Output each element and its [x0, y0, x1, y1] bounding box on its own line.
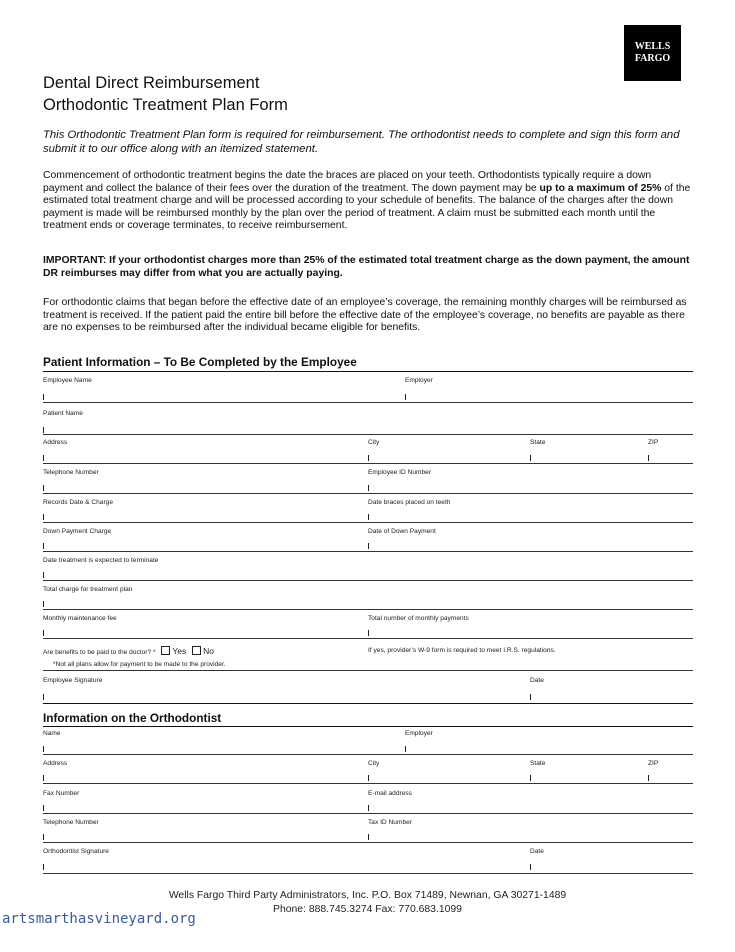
- intro-text: This Orthodontic Treatment Plan form is required for reimbursement. The orthodontist needs to complete and sign this form and submit it to our office along with an itemized statement.: [43, 129, 680, 155]
- email-field[interactable]: [368, 805, 369, 811]
- ortho-address-label: Address: [43, 760, 68, 767]
- coverage-paragraph: For orthodontic claims that began before the effective date of an employee’s coverage, the remaining monthly charges will be reimbursed as treatment is received. If the patient paid the entire bill before the effective date of the employee’s coverage, no benefits are payable as there are no expenses to be reimbursed after the individual became eligible for benefits.: [43, 297, 687, 334]
- ortho-employer-label: Employer: [405, 730, 433, 737]
- employee-name-label: Employee Name: [43, 377, 92, 384]
- ortho-signature-field[interactable]: [43, 864, 44, 870]
- para1-part1: Commencement of orthodontic treatment begins the date the braces are placed on your teeth. Orthodontists typically require a down payment and collect the balance of their fees over the duration of the treatment. The down payment may be: [43, 170, 652, 194]
- divider: [43, 670, 693, 671]
- employer-field[interactable]: [405, 394, 406, 400]
- form-title: [43, 72, 288, 116]
- wells-fargo-logo: [624, 25, 681, 81]
- down-payment-charge-field[interactable]: [43, 543, 44, 549]
- ortho-signature-label: Orthodontist Signature: [43, 848, 109, 855]
- divider: [43, 463, 693, 464]
- tax-id-label: Tax ID Number: [368, 819, 412, 826]
- ortho-city-field[interactable]: [368, 775, 369, 781]
- footer-phone: Phone: 888.745.3274 Fax: 770.683.1099: [273, 904, 462, 915]
- w9-note: If yes, provider’s W-9 form is required to meet I.R.S. regulations.: [368, 647, 556, 654]
- yes-label: Yes: [172, 646, 187, 656]
- title-line2: Orthodontic Treatment Plan Form: [43, 96, 288, 114]
- divider: [43, 522, 693, 523]
- records-date-field[interactable]: [43, 514, 44, 520]
- ortho-zip-field[interactable]: [648, 775, 649, 781]
- employee-id-field[interactable]: [368, 485, 369, 491]
- patient-name-label: Patient Name: [43, 410, 83, 417]
- monthly-payments-field[interactable]: [368, 630, 369, 636]
- ortho-address-field[interactable]: [43, 775, 44, 781]
- logo-line1: WELLS: [634, 41, 671, 52]
- address-label: Address: [43, 439, 68, 446]
- city-label: City: [368, 439, 380, 446]
- divider: [43, 726, 693, 727]
- tax-id-field[interactable]: [368, 834, 369, 840]
- down-payment-charge-label: Down Payment Charge: [43, 528, 112, 535]
- para1-part2: of the estimated total treatment charge and will be processed according to your schedule of benefits. The balance of the charges after the down payment is made will be reimbursed monthly by the plan over the period of treatment. A claim must be submitted each month until the treatment ends or coverage terminates, to receive reimbursement.: [43, 182, 691, 232]
- ortho-telephone-field[interactable]: [43, 834, 44, 840]
- address-field[interactable]: [43, 455, 44, 461]
- orthodontist-section-heading: Information on the Orthodontist: [43, 711, 222, 725]
- employee-id-label: Employee ID Number: [368, 469, 432, 476]
- benefits-question: [43, 646, 214, 656]
- divider: [43, 638, 693, 639]
- ortho-name-field[interactable]: [43, 746, 44, 752]
- fax-field[interactable]: [43, 805, 44, 811]
- employee-signature-field[interactable]: [43, 694, 44, 700]
- ortho-zip-label: ZIP: [648, 760, 659, 767]
- commencement-paragraph: [43, 170, 693, 233]
- ortho-telephone-label: Telephone Number: [43, 819, 99, 826]
- date-label: Date: [530, 677, 544, 684]
- divider: [43, 873, 693, 874]
- zip-field[interactable]: [648, 455, 649, 461]
- employee-name-field[interactable]: [43, 394, 44, 400]
- divider: [43, 609, 693, 610]
- total-charge-label: Total charge for treatment plan: [43, 586, 133, 593]
- benefits-question-text: Are benefits to be paid to the doctor? *: [43, 649, 156, 656]
- ortho-date-field[interactable]: [530, 864, 531, 870]
- watermark: artsmarthasvineyard.org: [2, 911, 196, 927]
- ortho-employer-field[interactable]: [405, 746, 406, 752]
- monthly-fee-field[interactable]: [43, 630, 44, 636]
- not-all-plans-note: *Not all plans allow for payment to be made to the provider.: [53, 661, 226, 668]
- divider: [43, 580, 693, 581]
- ortho-date-label: Date: [530, 848, 544, 855]
- state-label: State: [530, 439, 546, 446]
- telephone-field[interactable]: [43, 485, 44, 491]
- ortho-state-label: State: [530, 760, 546, 767]
- terminate-date-field[interactable]: [43, 572, 44, 578]
- divider: [43, 551, 693, 552]
- no-checkbox[interactable]: [192, 646, 201, 655]
- divider: [43, 402, 693, 403]
- employer-label: Employer: [405, 377, 433, 384]
- para1-bold: up to a maximum of 25%: [539, 182, 662, 194]
- monthly-fee-label: Monthly maintenance fee: [43, 615, 117, 622]
- fax-label: Fax Number: [43, 790, 80, 797]
- important-notice: IMPORTANT: If your orthodontist charges more than 25% of the estimated total treatment charge as the down payment, the amount DR reimburses may differ from what you are actually paying.: [43, 255, 690, 279]
- ortho-name-label: Name: [43, 730, 61, 737]
- patient-section-heading: Patient Information – To Be Completed by the Employee: [43, 355, 357, 369]
- braces-date-label: Date braces placed on teeth: [368, 499, 451, 506]
- signature-date-field[interactable]: [530, 694, 531, 700]
- divider: [43, 813, 693, 814]
- records-date-label: Records Date & Charge: [43, 499, 114, 506]
- braces-date-field[interactable]: [368, 514, 369, 520]
- footer-address: Wells Fargo Third Party Administrators, Inc. P.O. Box 71489, Newnan, GA 30271-1489: [168, 890, 567, 901]
- terminate-date-label: Date treatment is expected to terminate: [43, 557, 159, 564]
- email-label: E-mail address: [368, 790, 412, 797]
- logo-line2: FARGO: [634, 53, 671, 64]
- employee-signature-label: Employee Signature: [43, 677, 103, 684]
- divider: [43, 783, 693, 784]
- ortho-state-field[interactable]: [530, 775, 531, 781]
- divider: [43, 703, 693, 704]
- zip-label: ZIP: [648, 439, 659, 446]
- down-payment-date-label: Date of Down Payment: [368, 528, 436, 535]
- title-line1: Dental Direct Reimbursement: [43, 74, 260, 92]
- down-payment-date-field[interactable]: [368, 543, 369, 549]
- monthly-payments-label: Total number of monthly payments: [368, 615, 469, 622]
- patient-name-field[interactable]: [43, 427, 44, 433]
- divider: [43, 434, 693, 435]
- divider: [43, 371, 693, 372]
- no-label: No: [203, 646, 214, 656]
- ortho-city-label: City: [368, 760, 380, 767]
- state-field[interactable]: [530, 455, 531, 461]
- yes-checkbox[interactable]: [161, 646, 170, 655]
- divider: [43, 842, 693, 843]
- telephone-label: Telephone Number: [43, 469, 99, 476]
- divider: [43, 493, 693, 494]
- divider: [43, 754, 693, 755]
- city-field[interactable]: [368, 455, 369, 461]
- total-charge-field[interactable]: [43, 601, 44, 607]
